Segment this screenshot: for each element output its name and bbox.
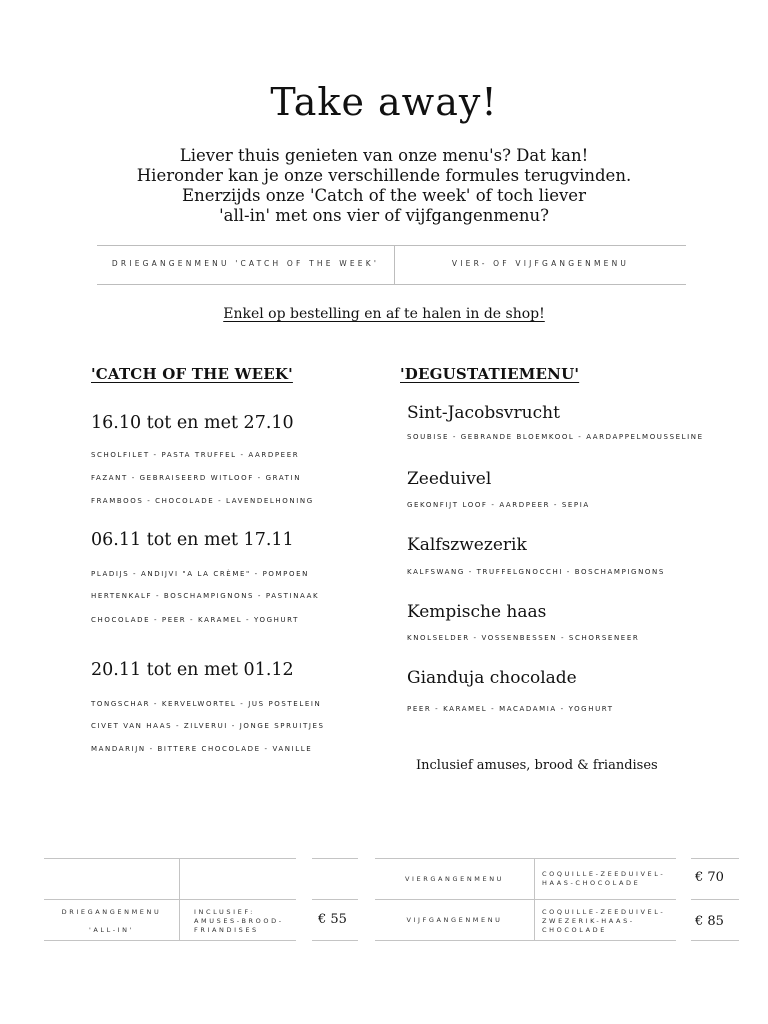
price-table-line [312, 940, 358, 941]
course-description: SOUBISE - GEBRANDE BLOEMKOOL - AARDAPPELMOUSSELINE [407, 433, 704, 441]
dish-line: MANDARIJN - BITTERE CHOCOLADE - VANILLE [91, 745, 313, 753]
price-table-line [44, 858, 296, 859]
vijf-price: € 85 [695, 914, 724, 929]
price-table-line [312, 858, 358, 859]
intro-line: Hieronder kan je onze verschillende formules terugvinden. [136, 166, 632, 185]
tab-driegangenmenu[interactable]: DRIEGANGENMENU 'CATCH OF THE WEEK' [111, 259, 380, 268]
course-name: Kempische haas [407, 602, 547, 622]
price-table-line [44, 940, 296, 941]
price-table-line [375, 940, 676, 941]
vier-description: HAAS-CHOCOLADE [542, 879, 641, 887]
price-table-divider [179, 858, 180, 941]
course-name: Zeeduivel [407, 469, 492, 489]
tabs-top-border [97, 245, 686, 246]
tabs-bottom-border [97, 284, 686, 285]
drie-inclusive: FRIANDISES [194, 926, 259, 934]
course-name: Gianduja chocolade [407, 668, 577, 688]
price-table-line [691, 940, 739, 941]
price-table-line [691, 899, 739, 900]
course-description: KNOLSELDER - VOSSENBESSEN - SCHORSENEER [407, 634, 640, 642]
course-description: KALFSWANG - TRUFFELGNOCCHI - BOSCHAMPIGNONS [407, 568, 665, 576]
price-table-line [312, 899, 358, 900]
dish-line: SCHOLFILET - PASTA TRUFFEL - AARDPEER [91, 451, 300, 459]
degustatie-heading: 'DEGUSTATIEMENU' [400, 365, 580, 383]
vijf-description: COQUILLE-ZEEDUIVEL- [542, 908, 666, 916]
price-table-line [44, 899, 296, 900]
drie-price: € 55 [318, 912, 347, 927]
page-title: Take away! [270, 80, 498, 124]
price-table-line [691, 858, 739, 859]
intro-text [0, 146, 768, 226]
period-title: 16.10 tot en met 27.10 [91, 413, 294, 433]
drie-inclusive: INCLUSIEF: [194, 908, 255, 916]
degustatie-inclusive-note: Inclusief amuses, brood & friandises [416, 758, 658, 773]
vier-label: VIERGANGENMENU [404, 875, 505, 883]
drie-label: DRIEGANGENMENU [61, 908, 162, 916]
course-description: GEKONFIJT LOOF - AARDPEER - SEPIA [407, 501, 590, 509]
dish-line: CIVET VAN HAAS - ZILVERUI - JONGE SPRUITJES [91, 722, 325, 730]
dish-line: PLADIJS - ANDIJVI "A LA CRÈME" - POMPOEN [91, 570, 309, 578]
intro-line: Liever thuis genieten van onze menu's? Dat kan! [179, 146, 589, 165]
price-table-divider [534, 858, 535, 941]
price-table-line [375, 899, 676, 900]
dish-line: HERTENKALF - BOSCHAMPIGNONS - PASTINAAK [91, 592, 320, 600]
vier-price: € 70 [695, 870, 724, 885]
intro-line: 'all-in' met ons vier of vijfgangenmenu? [219, 206, 549, 225]
period-title: 20.11 tot en met 01.12 [91, 660, 294, 680]
tab-vier-vijfgangenmenu[interactable]: VIER- OF VIJFGANGENMENU [451, 259, 630, 268]
dish-line: TONGSCHAR - KERVELWORTEL - JUS POSTELEIN [91, 700, 322, 708]
course-name: Kalfszwezerik [407, 535, 527, 555]
dish-line: FAZANT - GEBRAISEERD WITLOOF - GRATIN [91, 474, 302, 482]
order-notice: Enkel op bestelling en af te halen in de shop! [223, 306, 545, 322]
course-name: Sint-Jacobsvrucht [407, 403, 560, 423]
vijf-description: ZWEZERIK-HAAS- [542, 917, 635, 925]
period-title: 06.11 tot en met 17.11 [91, 530, 294, 550]
drie-label-sub: 'ALL-IN' [88, 926, 135, 934]
dish-line: CHOCOLADE - PEER - KARAMEL - YOGHURT [91, 616, 300, 624]
vijf-label: VIJFGANGENMENU [406, 916, 503, 924]
vier-description: COQUILLE-ZEEDUIVEL- [542, 870, 666, 878]
vijf-description: CHOCOLADE [542, 926, 607, 934]
intro-line: Enerzijds onze 'Catch of the week' of toch liever [182, 186, 586, 205]
catch-heading: 'CATCH OF THE WEEK' [91, 365, 293, 383]
dish-line: FRAMBOOS - CHOCOLADE - LAVENDELHONING [91, 497, 314, 505]
price-table-line [375, 858, 676, 859]
course-description: PEER - KARAMEL - MACADAMIA - YOGHURT [407, 705, 614, 713]
drie-inclusive: AMUSES-BROOD- [194, 917, 284, 925]
